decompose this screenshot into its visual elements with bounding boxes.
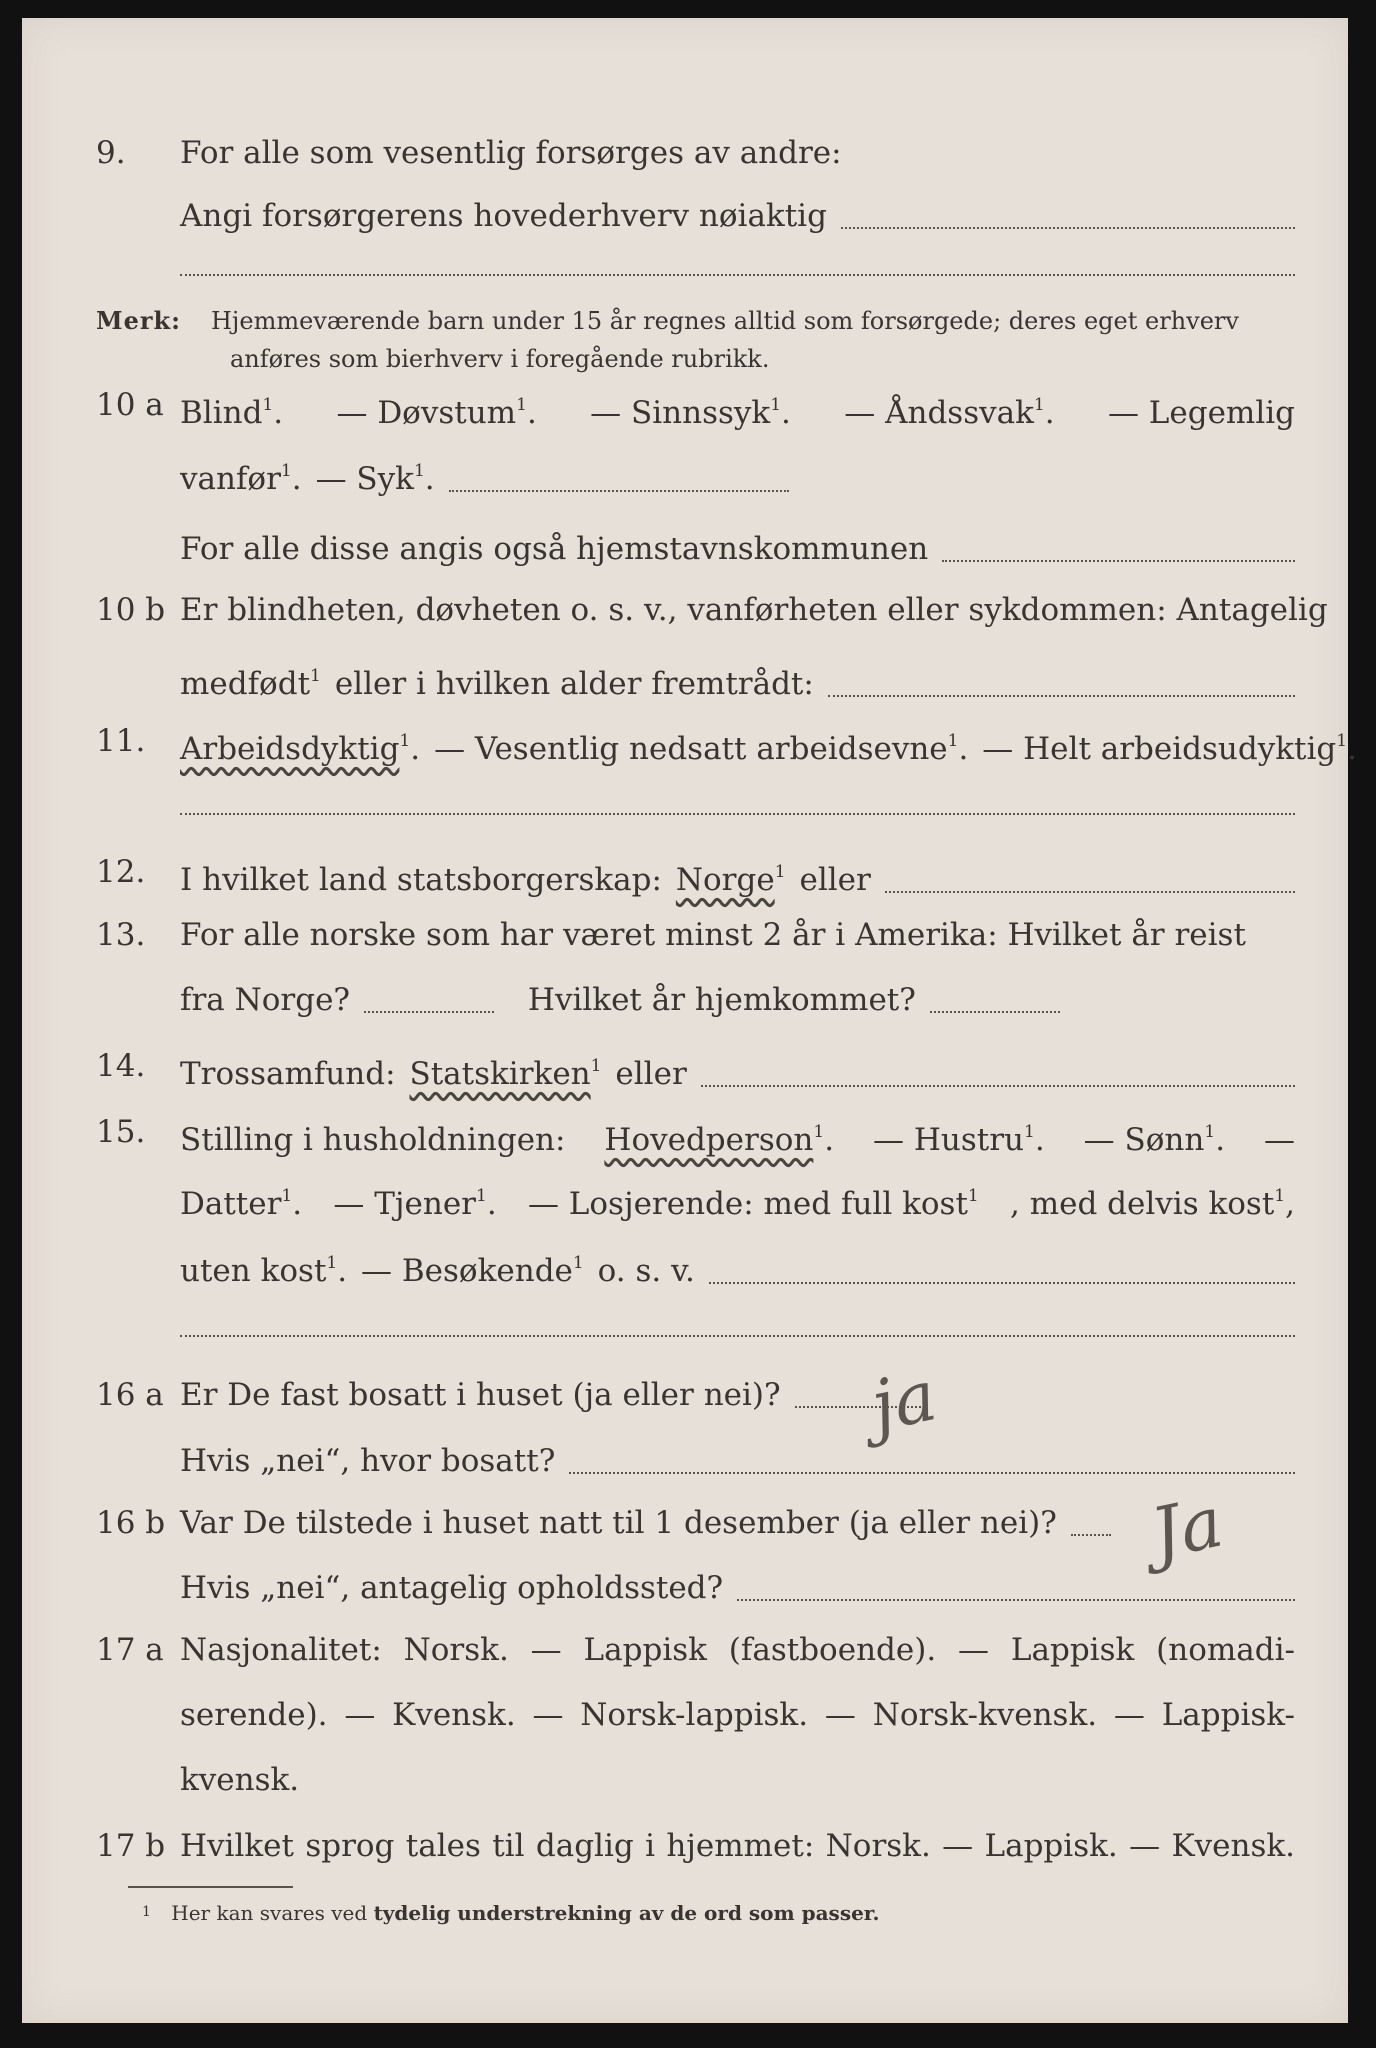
q16b-text1: Var De tilstede i huset natt til 1 desember (ja eller nei)? bbox=[180, 1505, 1057, 1541]
option-dovstum: — Døvstum$^1$. bbox=[336, 394, 537, 431]
option-losjerende-full: — Losjerende: med full kost$^1$ bbox=[527, 1185, 979, 1222]
q16a-number: 16 a bbox=[96, 1377, 164, 1413]
option-nedsatt: — Vesentlig nedsatt arbeidsevne$^1$. bbox=[434, 730, 969, 767]
footnote-rule bbox=[128, 1886, 293, 1888]
footnote-mark: 1 bbox=[142, 1904, 151, 1920]
q12-answer-field[interactable] bbox=[885, 891, 1295, 893]
q17b-text1: Hvilket sprog tales til daglig i hjemmet: Norsk. — Lappisk. — Kvensk. bbox=[180, 1828, 1295, 1864]
opholdssted-field[interactable] bbox=[737, 1599, 1295, 1601]
q17b-number: 17 b bbox=[96, 1828, 166, 1864]
option-statskirken: Statskirken$^1$ bbox=[409, 1055, 602, 1092]
option-arbeidsdyktig: Arbeidsdyktig$^1$. bbox=[180, 730, 421, 767]
q12-text: I hvilket land statsborgerskap: bbox=[180, 861, 662, 898]
q17a-number: 17 a bbox=[96, 1632, 164, 1668]
hjemstavnskommune-field[interactable] bbox=[942, 560, 1295, 562]
q11-answer-rule[interactable] bbox=[180, 813, 1295, 815]
merk-note bbox=[96, 304, 1295, 338]
q14-number: 14. bbox=[96, 1048, 146, 1084]
q16a-text1: Er De fast bosatt i huset (ja eller nei)? bbox=[180, 1377, 781, 1413]
q16b-text2: Hvis „nei“, antagelig opholdssted? bbox=[180, 1570, 724, 1606]
q10a-number: 10 a bbox=[96, 387, 164, 423]
q14-tail: eller bbox=[615, 1055, 687, 1092]
q12-tail: eller bbox=[799, 861, 871, 898]
option-andssvak: — Åndssvak$^1$. bbox=[844, 394, 1055, 431]
q13-number: 13. bbox=[96, 917, 146, 953]
hjemkommet-year-field[interactable] bbox=[930, 1011, 1060, 1013]
option-syk: — Syk$^1$. bbox=[315, 460, 435, 497]
q17a-text2: serende). — Kvensk. — Norsk-lappisk. — Norsk-kvensk. — Lappisk- bbox=[180, 1697, 1295, 1733]
option-blind: Blind$^1$. bbox=[180, 394, 284, 431]
q15-dash: — bbox=[1263, 1121, 1295, 1158]
q10b-text1: Er blindheten, døvheten o. s. v., vanførheten eller sykdommen: Antagelig bbox=[180, 592, 1328, 628]
footnote-bold: tydelig understrekning av de ord som passer. bbox=[373, 1901, 880, 1925]
q16b-number: 16 b bbox=[96, 1505, 166, 1541]
reist-year-field[interactable] bbox=[364, 1011, 494, 1013]
q12-number: 12. bbox=[96, 854, 146, 890]
q13-text1: For alle norske som har været minst 2 år i Amerika: Hvilket år reist bbox=[180, 917, 1246, 953]
q17a-text3: kvensk. bbox=[180, 1762, 300, 1798]
merk-text2: anføres som bierhverv i foregående rubrikk. bbox=[230, 345, 770, 373]
q9-number: 9. bbox=[96, 135, 126, 171]
q15-answer-field[interactable] bbox=[709, 1282, 1295, 1284]
q14-answer-field[interactable] bbox=[701, 1085, 1295, 1087]
option-losjerende-delvis: , med delvis kost$^1$, bbox=[1010, 1185, 1295, 1222]
q15-text: Stilling i husholdningen: bbox=[180, 1121, 566, 1158]
q16b-answer-field[interactable] bbox=[1071, 1534, 1111, 1536]
q13-text2a: fra Norge? bbox=[180, 982, 351, 1018]
option-arbeidsudyktig: — Helt arbeidsudyktig$^1$. bbox=[982, 730, 1357, 767]
q16a-handwritten-answer: ja bbox=[864, 1354, 944, 1448]
q16a-text2: Hvis „nei“, hvor bosatt? bbox=[180, 1443, 556, 1479]
q9-text1: For alle som vesentlig forsørges av andre: bbox=[180, 135, 842, 171]
q9-answer-rule[interactable] bbox=[180, 274, 1295, 276]
option-vanfor: vanfør$^1$. bbox=[180, 460, 302, 497]
option-medfodt: medfødt$^1$ bbox=[180, 665, 321, 702]
census-form-page bbox=[22, 18, 1357, 2023]
merk-text1: Hjemmeværende barn under 15 år regnes alltid som forsørgede; deres eget erhverv bbox=[211, 307, 1239, 335]
q10b-answer-field[interactable] bbox=[828, 695, 1295, 697]
q13-text2b: Hvilket år hjemkommet? bbox=[527, 982, 916, 1018]
q15-number: 15. bbox=[96, 1114, 146, 1150]
option-legemlig[interactable]: — Legemlig bbox=[1107, 394, 1295, 431]
option-hovedperson: Hovedperson$^1$. bbox=[604, 1121, 835, 1158]
q9-text2: Angi forsørgerens hovederhverv nøiaktig bbox=[180, 198, 827, 234]
option-tjener: — Tjener$^1$. bbox=[333, 1185, 497, 1222]
q10b-text2: eller i hvilken alder fremtrådt: bbox=[334, 665, 814, 702]
q9-answer-field[interactable] bbox=[841, 227, 1295, 229]
option-besokende: — Besøkende$^1$ bbox=[361, 1252, 584, 1289]
footnote bbox=[142, 1898, 879, 1927]
option-norge: Norge$^1$ bbox=[675, 861, 786, 898]
merk-label: Merk: bbox=[96, 306, 181, 335]
q10a-text3: For alle disse angis også hjemstavnskommunen bbox=[180, 531, 929, 567]
bosatt-field[interactable] bbox=[569, 1472, 1295, 1474]
option-hustru: — Hustru$^1$. bbox=[873, 1121, 1045, 1158]
q17a-text1: Nasjonalitet: Norsk. — Lappisk (fastboende). — Lappisk (nomadi- bbox=[180, 1632, 1295, 1668]
option-sonn: — Sønn$^1$. bbox=[1083, 1121, 1226, 1158]
option-uten-kost: uten kost$^1$. bbox=[180, 1252, 348, 1289]
q14-text: Trossamfund: bbox=[180, 1055, 396, 1092]
q15-answer-rule[interactable] bbox=[180, 1335, 1295, 1337]
q15-osv: o. s. v. bbox=[597, 1252, 695, 1289]
q16b-handwritten-answer: Ja bbox=[1144, 1480, 1230, 1576]
q10b-number: 10 b bbox=[96, 592, 166, 628]
option-sinnssyk: — Sinnssyk$^1$. bbox=[590, 394, 791, 431]
footnote-plain: Her kan svares ved bbox=[171, 1901, 368, 1925]
option-datter: Datter$^1$. bbox=[180, 1185, 303, 1222]
q11-number: 11. bbox=[96, 723, 146, 759]
q10a-answer-field[interactable] bbox=[449, 490, 789, 492]
